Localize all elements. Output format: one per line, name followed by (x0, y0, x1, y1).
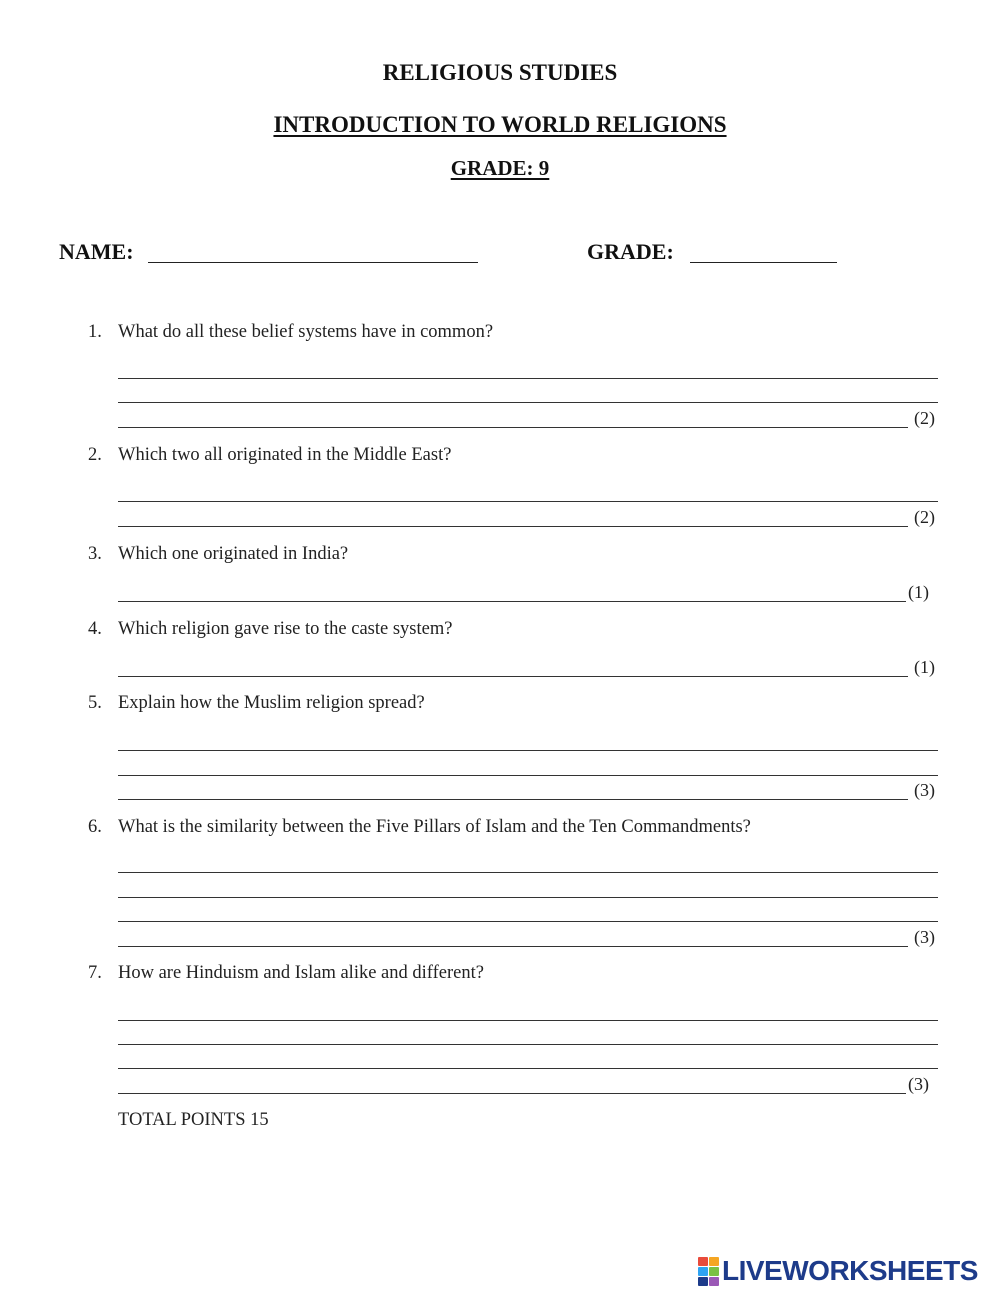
answer-line-1c[interactable] (118, 427, 908, 428)
logo-block (698, 1257, 708, 1266)
answer-line-5b[interactable] (118, 775, 938, 776)
name-label: NAME: (59, 239, 134, 264)
question-number: 3. (88, 544, 102, 564)
points-6: (3) (914, 927, 935, 947)
question-text: What do all these belief systems have in common? (118, 322, 494, 342)
answer-line-2a[interactable] (118, 501, 938, 502)
answer-line-4a[interactable] (118, 676, 908, 677)
answer-line-7c[interactable] (118, 1068, 938, 1069)
question-5 (88, 693, 425, 714)
answer-line-1a[interactable] (118, 378, 938, 379)
grade-label: GRADE: (587, 239, 674, 264)
question-number: 7. (88, 963, 102, 983)
answer-line-3a[interactable] (118, 601, 906, 602)
name-field[interactable] (148, 262, 478, 263)
logo-block (709, 1277, 719, 1286)
answer-line-2b[interactable] (118, 526, 908, 527)
question-text: Which one originated in India? (118, 544, 349, 564)
grade-level-heading: GRADE: 9 (450, 156, 550, 180)
logo-block (709, 1267, 719, 1276)
logo-text: LIVEWORKSHEETS (722, 1255, 978, 1286)
worksheet-title: INTRODUCTION TO WORLD RELIGIONS (273, 112, 727, 137)
question-4 (88, 619, 452, 640)
logo-block (709, 1257, 719, 1266)
answer-line-5c[interactable] (118, 799, 908, 800)
answer-line-5a[interactable] (118, 750, 938, 751)
grade-field[interactable] (690, 262, 837, 263)
question-number: 6. (88, 817, 102, 837)
answer-line-7d[interactable] (118, 1093, 906, 1094)
question-number: 1. (88, 322, 102, 342)
logo-block (698, 1277, 708, 1286)
question-text: What is the similarity between the Five Pillars of Islam and the Ten Commandments? (118, 817, 751, 837)
question-text: Which religion gave rise to the caste system? (118, 619, 453, 639)
answer-line-6b[interactable] (118, 897, 938, 898)
answer-line-7a[interactable] (118, 1020, 938, 1021)
answer-line-6a[interactable] (118, 872, 938, 873)
answer-line-6c[interactable] (118, 921, 938, 922)
points-5: (3) (914, 780, 935, 800)
points-2: (2) (914, 507, 935, 527)
question-number: 5. (88, 693, 102, 713)
question-2 (88, 445, 451, 466)
question-number: 2. (88, 445, 102, 465)
answer-line-1b[interactable] (118, 402, 938, 403)
logo-block (698, 1267, 708, 1276)
question-number: 4. (88, 619, 102, 639)
points-4: (1) (914, 657, 935, 677)
answer-line-7b[interactable] (118, 1044, 938, 1045)
answer-line-6d[interactable] (118, 946, 908, 947)
subject-heading: RELIGIOUS STUDIES (382, 60, 618, 85)
question-7 (88, 963, 484, 984)
total-points: TOTAL POINTS 15 (118, 1110, 269, 1130)
logo-blocks-icon (698, 1257, 718, 1285)
liveworksheets-logo (698, 1255, 978, 1287)
question-3 (88, 544, 348, 565)
points-3: (1) (908, 582, 929, 602)
question-text: How are Hinduism and Islam alike and different? (118, 963, 484, 983)
points-7: (3) (908, 1074, 929, 1094)
question-6 (88, 817, 751, 838)
points-1: (2) (914, 408, 935, 428)
question-text: Which two all originated in the Middle East? (118, 445, 452, 465)
question-1 (88, 322, 493, 343)
question-text: Explain how the Muslim religion spread? (118, 693, 425, 713)
